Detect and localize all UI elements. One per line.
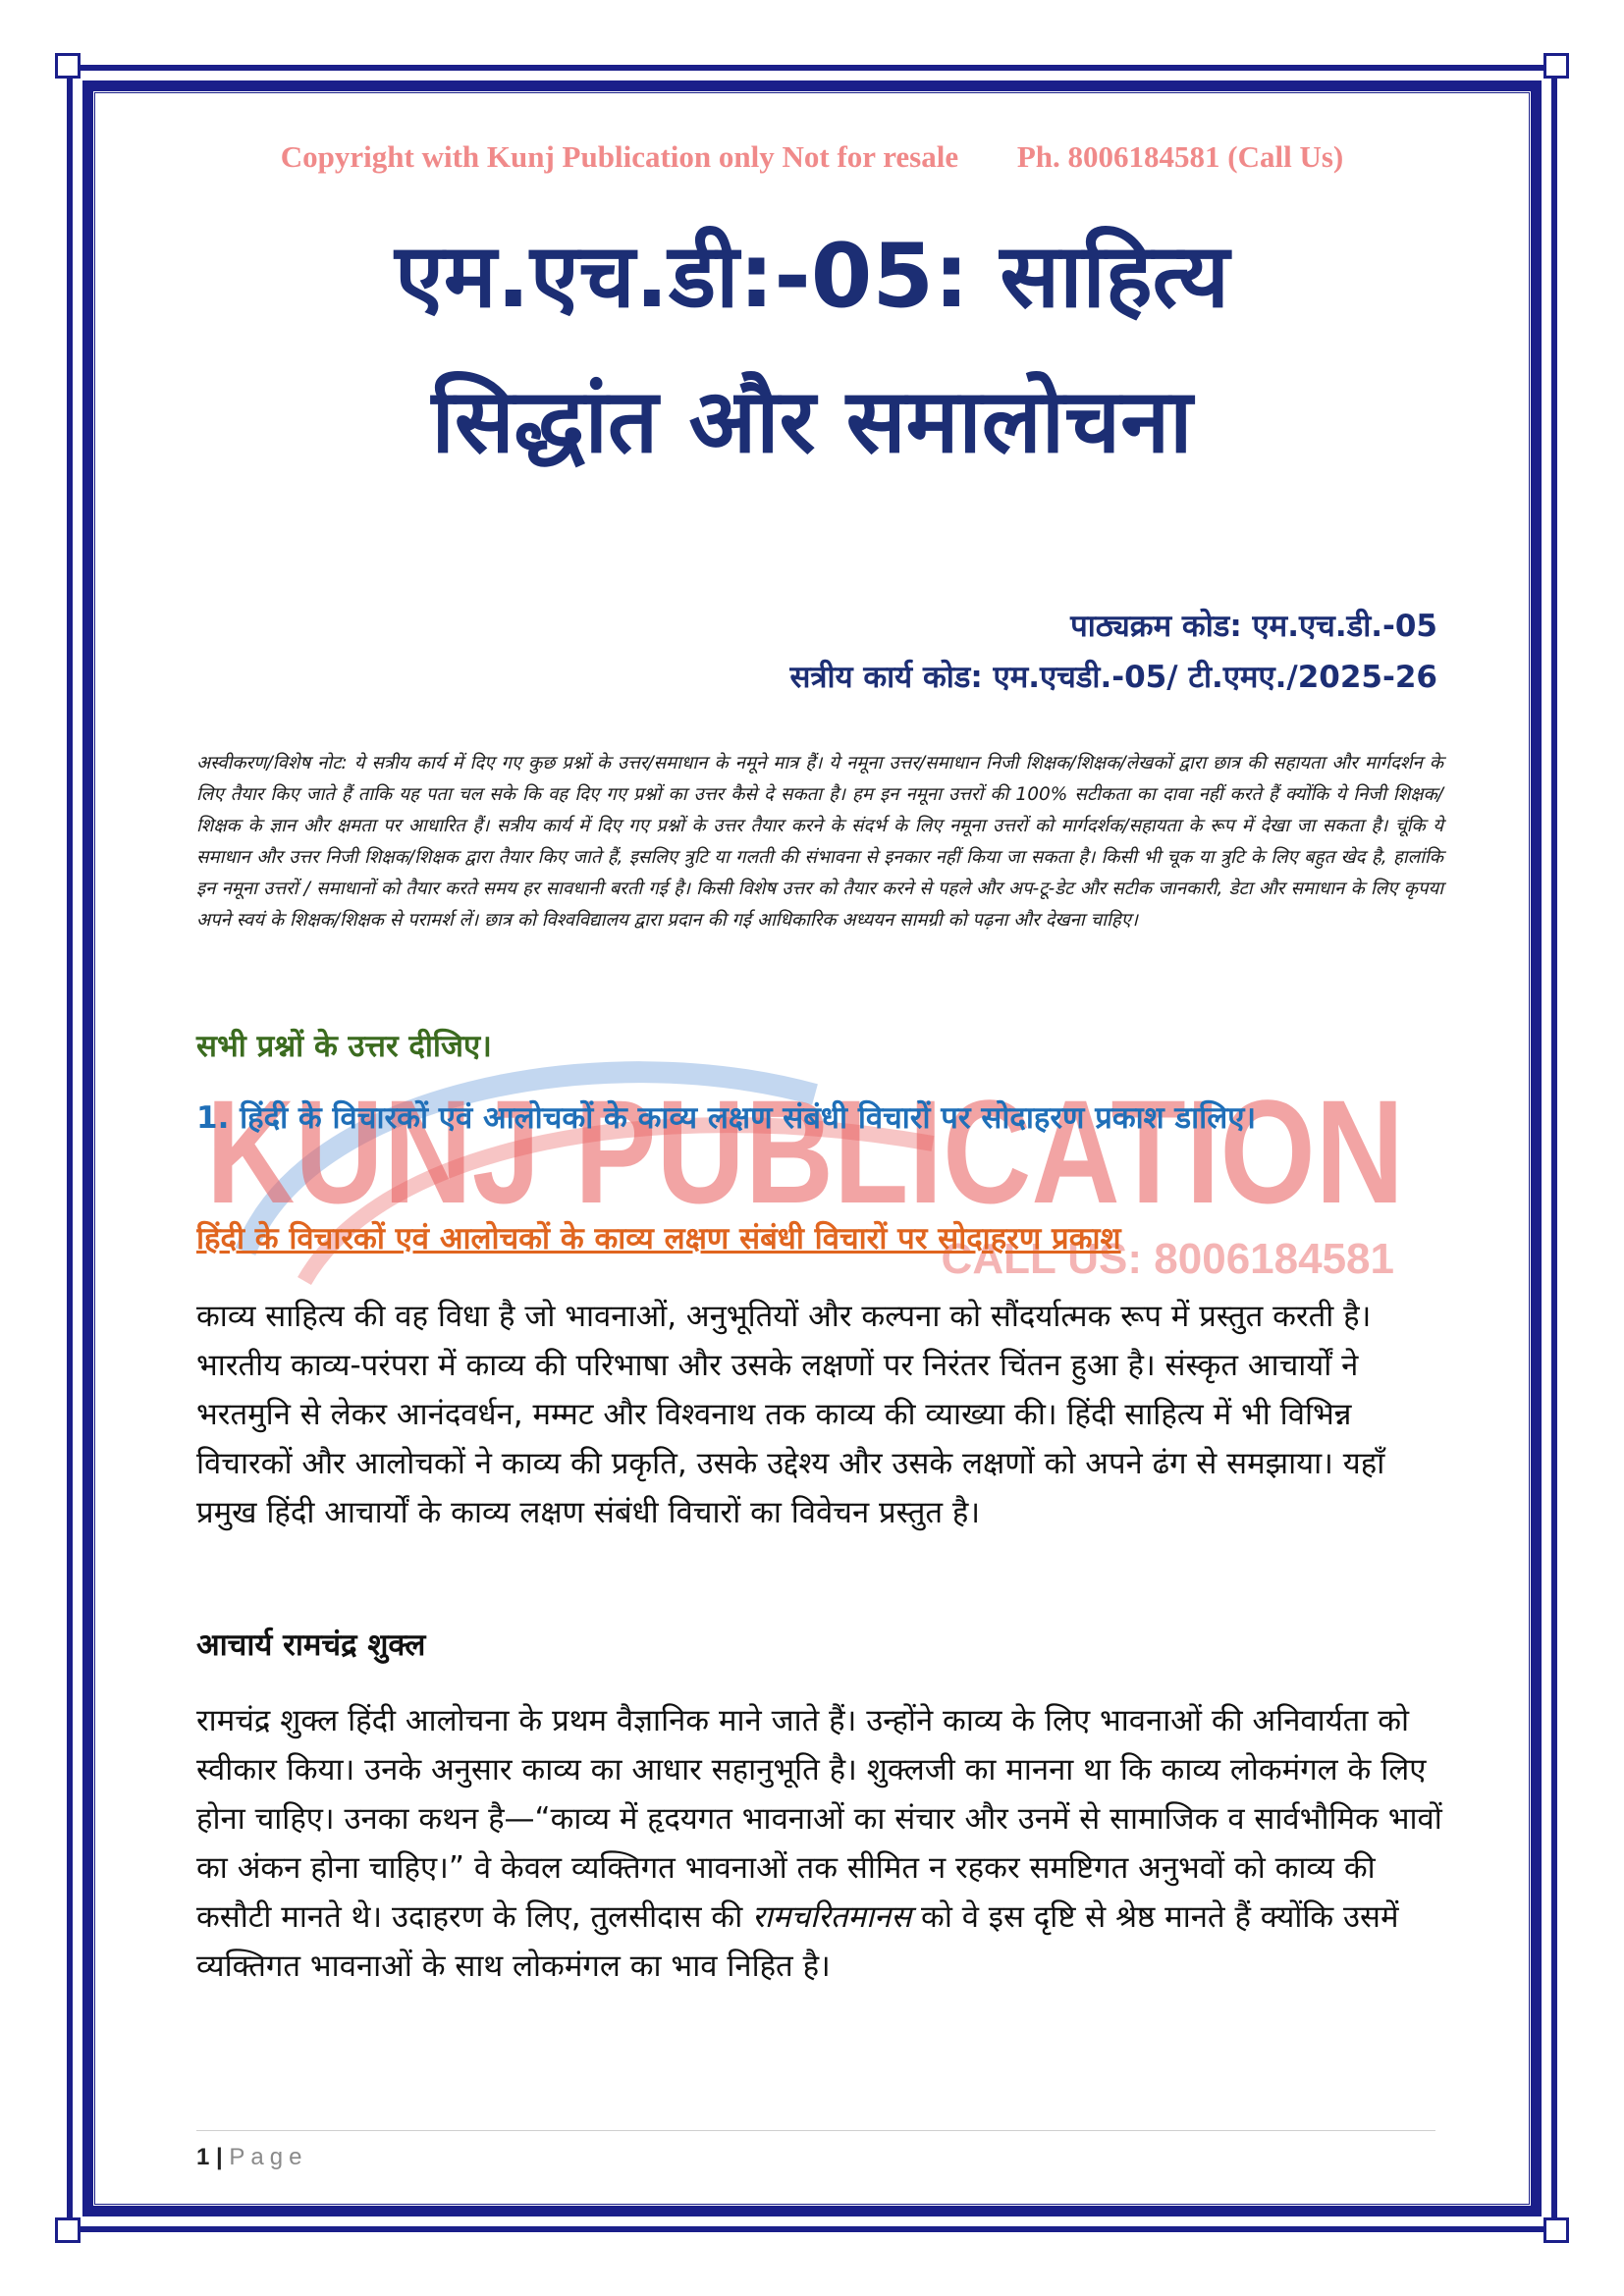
border-corner-bottom-left [55, 2217, 81, 2243]
section-heading-shukla: आचार्य रामचंद्र शुक्ल [196, 1628, 426, 1663]
title-line-2: सिद्धांत और समालोचना [431, 370, 1193, 473]
border-corner-top-right [1543, 53, 1569, 79]
page-separator: | [216, 2144, 223, 2170]
shukla-paragraph [196, 1696, 1443, 1991]
assignment-code: सत्रीय कार्य कोड: एम.एचडी.-05/ टी.एमए./2025-26 [789, 660, 1437, 695]
watermark-call-text: CALL US: 8006184581 [941, 1235, 1394, 1283]
title-line-1: एम.एच.डी:-05: साहित्य [395, 225, 1229, 328]
copyright-text: Copyright with Kunj Publication only Not for resale [280, 139, 959, 174]
footer-rule [196, 2130, 1435, 2131]
shukla-paragraph-part-1: रामचंद्र शुक्ल हिंदी आलोचना के प्रथम वैज्ञानिक माने जाते हैं। उन्होंने काव्य के लिए भावनाओं की अनिवार्यता को स्वीकार किया। उनके अनुसार काव्य का आधार सहानुभूति है। शुक्लजी का मानना था कि काव्य लोकमंगल के लिए होना चाहिए। उनका कथन है—“काव्य में हृदयगत भावनाओं का संचार और उनमें से सामाजिक व सार्वभौमिक भावों का अंकन होना चाहिए।” वे केवल व्यक्तिगत भावनाओं तक सीमित न रहकर समष्टिगत अनुभवों को काव्य की कसौटी मानते थे। उदाहरण के लिए, तुलसीदास की [196, 1703, 1442, 1935]
page-footer [196, 2144, 307, 2171]
ramcharitmanas-title: रामचरितमानस [752, 1899, 912, 1935]
border-corner-top-left [55, 53, 81, 79]
instruction-text: सभी प्रश्नों के उत्तर दीजिए। [196, 1029, 492, 1064]
page-number: 1 [196, 2144, 210, 2170]
copyright-header [0, 139, 1624, 175]
course-code: पाठ्यक्रम कोड: एम.एच.डी.-05 [1070, 609, 1437, 644]
phone-text: Ph. 8006184581 (Call Us) [1016, 139, 1344, 174]
page-label: Page [229, 2144, 308, 2170]
shukla-paragraph-part-2: को वे इस दृष्टि से श्रेष्ठ मानते हैं क्योंकि उसमें व्यक्तिगत भावनाओं के साथ लोकमंगल का भाव निहित है। [196, 1899, 1399, 1984]
question-1: 1. हिंदी के विचारकों एवं आलोचकों के काव्य लक्षण संबंधी विचारों पर सोदाहरण प्रकाश डालिए। [196, 1100, 1257, 1136]
border-corner-bottom-right [1543, 2217, 1569, 2243]
answer-heading: हिंदी के विचारकों एवं आलोचकों के काव्य लक्षण संबंधी विचारों पर सोदाहरण प्रकाश [196, 1221, 1121, 1256]
disclaimer-note: अस्वीकरण/विशेष नोट: ये सत्रीय कार्य में दिए गए कुछ प्रश्नों के उत्तर/समाधान के नमूने मात्र हैं। ये नमूना उत्तर/समाधान निजी शिक्षक/शिक्षक/लेखकों द्वारा छात्र की सहायता और मार्गदर्शन के लिए तैयार किए जाते हैं ताकि यह पता चल सके कि वह दिए गए प्रश्नों का उत्तर कैसे दे सकता है। हम इन नमूना उत्तरों की 100% सटीकता का दावा नहीं करते हैं क्योंकि ये निजी शिक्षक/शिक्षक के ज्ञान और क्षमता पर आधारित हैं। सत्रीय कार्य में दिए गए प्रश्नों के उत्तर तैयार करने के संदर्भ के लिए नमूना उत्तरों को मार्गदर्शक/सहायता के रूप में देखा जा सकता है। चूंकि ये समाधान और उत्तर निजी शिक्षक/शिक्षक द्वारा तैयार किए जाते हैं, इसलिए त्रुटि या गलती की संभावना से इनकार नहीं किया जा सकता है। किसी भी चूक या त्रुटि के लिए बहुत खेद है, हालांकि इन नमूना उत्तरों / समाधानों को तैयार करते समय हर सावधानी बरती गई है। किसी विशेष उत्तर को तैयार करने से पहले और अप-टू-डेट और सटीक जानकारी, डेटा और समाधान के लिए कृपया अपने स्वयं के शिक्षक/शिक्षक से परामर्श लें। छात्र को विश्वविद्यालय द्वारा प्रदान की गई आधिकारिक अध्ययन सामग्री को पढ़ना और देखना चाहिए। [196, 753, 1443, 931]
page-title [147, 204, 1477, 495]
course-codes [789, 601, 1437, 703]
watermark-brand-text: KUNJ PUBLICATION [206, 1069, 1404, 1234]
intro-paragraph: काव्य साहित्य की वह विधा है जो भावनाओं, अनुभूतियों और कल्पना को सौंदर्यात्मक रूप में प्रस्तुत करती है। भारतीय काव्य-परंपरा में काव्य की परिभाषा और उसके लक्षणों पर निरंतर चिंतन हुआ है। संस्कृत आचार्यों ने भरतमुनि से लेकर आनंदवर्धन, मम्मट और विश्वनाथ तक काव्य की व्याख्या की। हिंदी साहित्य में भी विभिन्न विचारकों और आलोचकों ने काव्य की प्रकृति, उसके उद्देश्य और उसके लक्षणों को अपने ढंग से समझाया। यहाँ प्रमुख हिंदी आचार्यों के काव्य लक्षण संबंधी विचारों का विवेचन प्रस्तुत है। [196, 1299, 1385, 1530]
